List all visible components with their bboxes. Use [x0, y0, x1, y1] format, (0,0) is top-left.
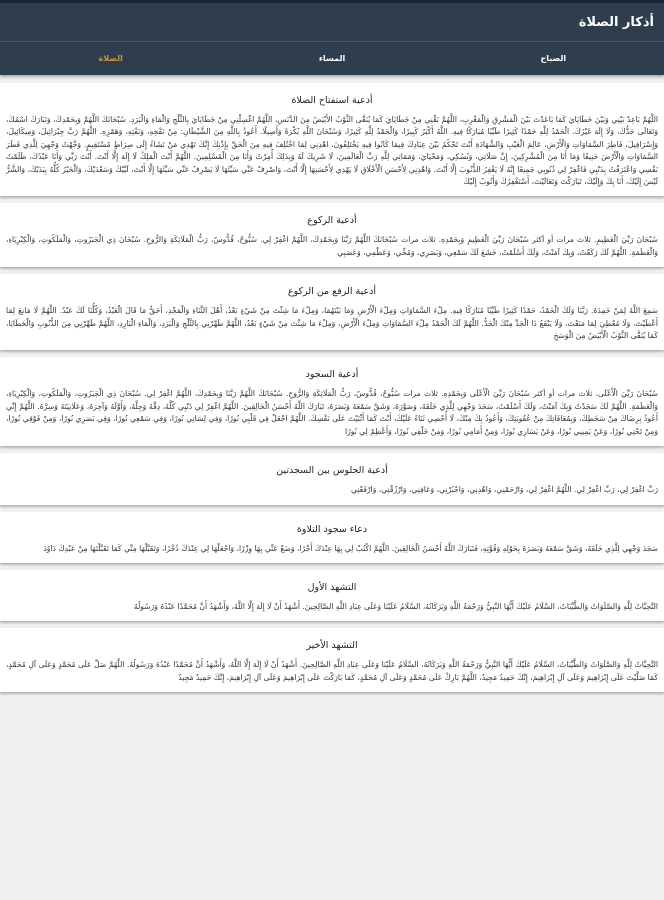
dhikr-text: سُبْحَانَ رَبِّيَ الْعَظِيمِ. ثلاث مرات أو أكثر سُبْحَانَ رَبِّيَ الْعَظِيمِ وَبِحَمْدِهِ. ثلاث مرات سُبْحَانَكَ اللَّهُمَّ رَبَّنَا وَبِحَمْدِكَ، اللَّهُمَّ اغْفِرْ لِي. سُبُّوحٌ، قُدُّوسٌ، رَبُّ الْمَلَائِكَةِ وَالرُّوحِ. سُبْحَانَ ذِي الْجَبَرُوتِ، وَالْمَلَكُوتِ، وَالْكِبْرِيَاءِ، وَالْعَظَمَةِ. اللَّهُمَّ لَكَ رَكَعْتُ، وَبِكَ آمَنْتُ، وَلَكَ أَسْلَمْتُ، خَشَعَ لَكَ سَمْعِي، وَبَصَرِي، وَمُخِّي، وَعَظْمِي، وَعَصَبِي	[6, 235, 658, 257]
tab-prayer[interactable]: الصلاة	[98, 54, 123, 63]
dhikr-card	[0, 453, 664, 504]
dhikr-card	[0, 203, 664, 267]
dhikr-text: سَمِعَ اللَّهُ لِمَنْ حَمِدَهُ. رَبَّنَا وَلَكَ الْحَمْدُ، حَمْدًا كَثِيرًا طَيِّبًا مُبَارَكًا فِيهِ. مِلْءَ السَّمَاوَاتِ وَمِلْءَ الْأَرْضِ وَمَا بَيْنَهُمَا، وَمِلْءَ مَا شِئْتَ مِنْ شَيْءٍ بَعْدُ، أَهْلَ الثَّنَاءِ وَالْمَجْدِ، أَحَقُّ مَا قَالَ الْعَبْدُ، وَكُلُّنَا لَكَ عَبْدٌ. اللَّهُمَّ لَا مَانِعَ لِمَا أَعْطَيْتَ، وَلَا مُعْطِيَ لِمَا مَنَعْتَ، وَلَا يَنْفَعُ ذَا الْجَدِّ مِنْكَ الْجَدُّ. اللَّهُمَّ لَكَ الْحَمْدُ مِلْءَ السَّمَاوَاتِ وَمِلْءَ الْأَرْضِ، وَمِلْءَ مَا شِئْتَ مِنْ شَيْءٍ بَعْدُ، اللَّهُمَّ طَهِّرْنِي بِالثَّلْجِ وَالْبَرَدِ، وَالْمَاءِ الْبَارِدِ، اللَّهُمَّ طَهِّرْنِي مِنَ الذُّنُوبِ وَالْخَطَايَا، كَمَا يُنَقَّى الثَّوْبُ الْأَبْيَضُ مِنَ الْوَسَخِ	[6, 306, 658, 341]
dhikr-text: سَجَدَ وَجْهِي لِلَّذِي خَلَقَهُ، وَشَقَّ سَمْعَهُ وَبَصَرَهُ بِحَوْلِهِ وَقُوَّتِهِ، فَتَبَارَكَ اللَّهُ أَحْسَنُ الْخَالِقِينَ. اللَّهُمَّ اكْتُبْ لِي بِهَا عِنْدَكَ أَجْرًا، وَضَعْ عَنِّي بِهَا وِزْرًا، وَاجْعَلْهَا لِي عِنْدَكَ ذُخْرًا، وَتَقَبَّلْهَا مِنِّي كَمَا تَقَبَّلْتَهَا مِنْ عَبْدِكَ دَاوُدَ	[43, 543, 658, 553]
dhikr-title: أدعية الجلوس بين السجدتين	[276, 465, 388, 477]
dhikr-card	[0, 628, 664, 692]
dhikr-title: أدعية السجود	[305, 369, 359, 381]
dhikr-card	[0, 570, 664, 621]
dhikr-card	[0, 274, 664, 350]
dhikr-title: أدعية استفتاح الصلاة	[291, 95, 373, 106]
tab-bar	[0, 42, 664, 75]
dhikr-title: أدعية الركوع	[307, 215, 357, 227]
dhikr-text: التَّحِيَّاتُ لِلَّهِ وَالصَّلَوَاتُ وَالطَّيِّبَاتُ، السَّلَامُ عَلَيْكَ أَيُّهَا النَّبِيُّ وَرَحْمَةُ اللَّهِ وَبَرَكَاتُهُ، السَّلَامُ عَلَيْنَا وَعَلَى عِبَادِ اللَّهِ الصَّالِحِينَ. أَشْهَدُ أَنْ لَا إِلَهَ إِلَّا اللَّهُ، وَأَشْهَدُ أَنَّ مُحَمَّدًا عَبْدُهُ وَرَسُولُهُ	[133, 601, 658, 611]
dhikr-card	[0, 357, 664, 446]
dhikr-title: أدعية الرفع من الركوع	[287, 286, 377, 298]
dhikr-title: التشهد الأخير	[306, 640, 358, 652]
adhkar-list[interactable]	[0, 75, 664, 692]
dhikr-text: اللَّهُمَّ بَاعِدْ بَيْنِي وَبَيْنَ خَطَايَايَ كَمَا بَاعَدْتَ بَيْنَ الْمَشْرِقِ وَالْمَغْرِبِ، اللَّهُمَّ نَقِّنِي مِنْ خَطَايَايَ كَمَا يُنَقَّى الثَّوْبُ الأَبْيَضُ مِنَ الدَّنَسِ، اللَّهُمَّ اغْسِلْنِي مِنْ خَطَايَايَ بِالثَّلْجِ وَالْمَاءِ وَالْبَرَدِ. سُبْحَانَكَ اللَّهُمَّ وَبِحَمْدِكَ، وَتَبَارَكَ اسْمُكَ، وَتَعَالَى جَدُّكَ، وَلَا إِلَهَ غَيْرُكَ. الْحَمْدُ لِلَّهِ حَمْدًا كَثِيرًا طَيِّبًا مُبَارَكًا فِيهِ. اللَّهُ أَكْبَرُ كَبِيرًا، وَالْحَمْدُ لِلَّهِ كَثِيرًا، وَسُبْحَانَ اللَّهِ بُكْرَةً وَأَصِيلًا. أَعُوذُ بِاللَّهِ مِنَ الشَّيْطَانِ: مِنْ نَفْخِهِ، وَنَفْثِهِ، وَهَمْزِهِ. اللَّهُمَّ رَبَّ جِبْرَائِيلَ، وَمِيكَائِيلَ، وَإِسْرَافِيلَ، فَاطِرَ السَّمَاوَاتِ وَالْأَرْضِ، عَالِمَ الْغَيْبِ وَالشَّهَادَةِ أَنْتَ تَحْكُمُ بَيْنَ عِبَادِكَ فِيمَا كَانُوا فِيهِ يَخْتَلِفُونَ. اهْدِنِي لِمَا اخْتُلِفَ فِيهِ مِنَ الْحَقِّ بِإِذْنِكَ إِنَّكَ تَهْدِي مَنْ تَشَاءُ إِلَى صِرَاطٍ مُسْتَقِيمٍ. وَجَّهْتُ وَجْهِيَ لِلَّذِي فَطَرَ السَّمَاوَاتِ وَالْأَرْضَ حَنِيفًا وَمَا أَنَا مِنَ الْمُشْرِكِينَ، إِنَّ صَلَاتِي، وَنُسُكِي، وَمَحْيَايَ، وَمَمَاتِي لِلَّهِ رَبِّ الْعَالَمِينَ، لَا شَرِيكَ لَهُ وَبِذَلِكَ أُمِرْتُ وَأَنَا مِنَ الْمُسْلِمِينَ. اللَّهُمَّ أَنْتَ الْمَلِكُ لَا إِلَهَ إِلَّا أَنْتَ. أَنْتَ رَبِّي وَأَنَا عَبْدُكَ، ظَلَمْتُ نَفْسِي وَاعْتَرَفْتُ بِذَنْبِي فَاغْفِرْ لِي ذُنُوبِي جَمِيعًا إِنَّهُ لَا يَغْفِرُ الذُّنُوبَ إِلَّا أَنْتَ. وَاهْدِنِي لِأَحْسَنِ الْأَخْلَاقِ لَا يَهْدِي لِأَحْسَنِهَا إِلَّا أَنْتَ، وَاصْرِفْ عَنِّي سَيِّئَهَا لَا يَصْرِفُ عَنِّي سَيِّئَهَا إِلَّا أَنْتَ، لَبَّيْكَ وَسَعْدَيْكَ، وَالْخَيْرُ كُلُّهُ بِيَدَيْكَ، وَالشَّرُّ لَيْسَ إِلَيْكَ، أَنَا بِكَ وَإِلَيْكَ، تَبَارَكْتَ وَتَعَالَيْتَ، أَسْتَغْفِرُكَ وَأَتُوبُ إِلَيْكَ	[6, 115, 658, 187]
tab-morning[interactable]: الصباح	[540, 54, 567, 63]
dhikr-card	[0, 512, 664, 563]
dhikr-text: رَبِّ اغْفِرْ لِي، رَبِّ اغْفِرْ لِي. اللَّهُمَّ اغْفِرْ لِي، وَارْحَمْنِي، وَاهْدِنِي، وَاجْبُرْنِي، وَعَافِنِي، وَارْزُقْنِي، وَارْفَعْنِي	[351, 485, 658, 495]
app-bar	[0, 0, 664, 42]
tab-evening[interactable]: المساء	[318, 54, 346, 63]
dhikr-title: دعاء سجود التلاوة	[296, 523, 368, 535]
dhikr-card	[0, 83, 664, 196]
dhikr-text: سُبْحَانَ رَبِّيَ الْأَعْلَى. ثلاث مرات أو أكثر سُبْحَانَ رَبِّيَ الْأَعْلَى وَبِحَمْدِهِ. ثلاث مرات سُبُّوحٌ، قُدُّوسٌ، رَبُّ الْمَلَائِكَةِ وَالرُّوحِ. سُبْحَانَكَ اللَّهُمَّ رَبَّنَا وَبِحَمْدِكَ، اللَّهُمَّ اغْفِرْ لِي. سُبْحَانَ ذِي الْجَبَرُوتِ، وَالْمَلَكُوتِ، وَالْكِبْرِيَاءِ، وَالْعَظَمَةِ. اللَّهُمَّ لَكَ سَجَدْتُ وَبِكَ آمَنْتُ، وَلَكَ أَسْلَمْتُ، سَجَدَ وَجْهِي لِلَّذِي خَلَقَهُ، وَصَوَّرَهُ، وَشَقَّ سَمْعَهُ وَبَصَرَهُ، تَبَارَكَ اللَّهُ أَحْسَنُ الْخَالِقِينَ. اللَّهُمَّ اغْفِرْ لِي ذَنْبِي كُلَّهُ، دِقَّهُ وَجِلَّهُ، وَأَوَّلَهُ وَآخِرَهُ، وَعَلَانِيَتَهُ وَسِرَّهُ. اللَّهُمَّ إِنِّي أَعُوذُ بِرِضَاكَ مِنْ سَخَطِكَ، وَبِمُعَافَاتِكَ مِنْ عُقُوبَتِكَ، وَأَعُوذُ بِكَ مِنْكَ، لَا أُحْصِي ثَنَاءً عَلَيْكَ، أَنْتَ كَمَا أَثْنَيْتَ عَلَى نَفْسِكَ. اللَّهُمَّ اجْعَلْ فِي قَلْبِي نُورًا، وَفِي لِسَانِي نُورًا، وَفِي سَمْعِي نُورًا، وَفِي بَصَرِي نُورًا، وَمِنْ فَوْقِي نُورًا، وَمِنْ تَحْتِي نُورًا، وَعَنْ يَمِينِي نُورًا، وَعَنْ يَسَارِي نُورًا، وَمِنْ أَمَامِي نُورًا، وَمِنْ خَلْفِي نُورًا، وَأَعْظِمْ لِي نُورًا	[6, 389, 658, 436]
dhikr-title: التشهد الأول	[307, 581, 357, 593]
dhikr-text: التَّحِيَّاتُ لِلَّهِ وَالصَّلَوَاتُ وَالطَّيِّبَاتُ، السَّلَامُ عَلَيْكَ أَيُّهَا النَّبِيُّ وَرَحْمَةُ اللَّهِ وَبَرَكَاتُهُ، السَّلَامُ عَلَيْنَا وَعَلَى عِبَادِ اللَّهِ الصَّالِحِينَ. أَشْهَدُ أَنْ لَا إِلَهَ إِلَّا اللَّهُ، وَأَشْهَدُ أَنَّ مُحَمَّدًا عَبْدُهُ وَرَسُولُهُ. اللَّهُمَّ صَلِّ عَلَى مُحَمَّدٍ وَعَلَى آلِ مُحَمَّدٍ، كَمَا صَلَّيْتَ عَلَى إِبْرَاهِيمَ وَعَلَى آلِ إِبْرَاهِيمَ، إِنَّكَ حَمِيدٌ مَجِيدٌ، اللَّهُمَّ بَارِكْ عَلَى مُحَمَّدٍ وَعَلَى آلِ مُحَمَّدٍ، كَمَا بَارَكْتَ عَلَى إِبْرَاهِيمَ وَعَلَى آلِ إِبْرَاهِيمَ، إِنَّكَ حَمِيدٌ مَجِيدٌ	[6, 660, 658, 682]
page-title: أذكار الصلاة	[578, 14, 654, 30]
